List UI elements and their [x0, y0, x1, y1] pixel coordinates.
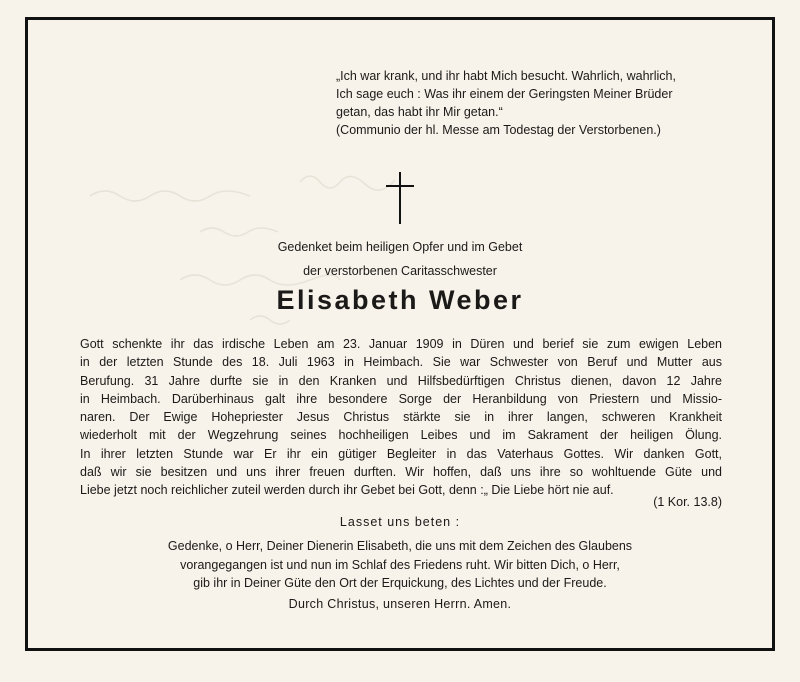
prayer-text: [25, 537, 775, 593]
bible-quote-motto: [336, 67, 756, 139]
biography-line: wiederholt mit der Wegzehrung seines hochheiligen Leibes und im Sakrament der heiligen Ölung.: [80, 428, 722, 443]
prayer-heading: Lasset uns beten :: [339, 515, 461, 529]
intro-line-2: der verstorbenen Caritasschwester: [303, 264, 497, 278]
motto-line: getan, das habt ihr Mir getan.“: [336, 105, 503, 119]
biography-line: Berufung. 31 Jahre durfte sie in den Kranken und Hilfsbedürftigen Christus dienen, davon 12 Jahre: [80, 373, 722, 388]
latin-cross-icon: [386, 172, 414, 224]
biography-line: in Heimbach. Darüberhinaus galt ihre besondere Sorge der Heranbildung von Priestern und Missio-: [80, 391, 722, 406]
deceased-name: Elisabeth Weber: [276, 285, 524, 315]
prayer-line: gib ihr in Deiner Güte den Ort der Erquickung, des Lichtes und der Freude.: [193, 576, 607, 590]
motto-line: Ich sage euch : Was ihr einem der Geringsten Meiner Brüder: [336, 87, 673, 101]
intro-line-1: Gedenket beim heiligen Opfer und im Gebet: [277, 240, 523, 254]
prayer-line: Gedenke, o Herr, Deiner Dienerin Elisabeth, die uns mit dem Zeichen des Glaubens: [167, 539, 633, 553]
biography-line: in der letzten Stunde des 18. Juli 1963 in Heimbach. Sie war Schwester von Beruf und Mutter aus: [80, 355, 722, 370]
biography-line: Gott schenkte ihr das irdische Leben am 23. Januar 1909 in Düren und berief sie zum ewigen Leben: [80, 337, 722, 351]
biography-line: Liebe jetzt noch reichlicher zuteil werden durch ihr Gebet bei Gott, denn :„ Die Liebe hört nie auf.: [80, 483, 614, 498]
closing-line: Durch Christus, unseren Herrn. Amen.: [288, 597, 512, 611]
prayer-line: vorangegangen ist und nun im Schlaf des Friedens ruht. Wir bitten Dich, o Herr,: [180, 557, 620, 572]
biography-line: daß wir sie besitzen und uns ihrer freuen durften. Wir hoffen, daß uns ihre so wohltuende Güte und: [80, 465, 722, 480]
scripture-reference: (1 Kor. 13.8): [653, 495, 722, 509]
biography-line: In ihrer letzten Stunde war Er ihr ein gütiger Begleiter in das Vaterhaus Gottes. Wir danken Gott,: [80, 446, 722, 461]
motto-line: „Ich war krank, und ihr habt Mich besucht. Wahrlich, wahrlich,: [336, 69, 676, 83]
biography-text: [80, 335, 722, 500]
motto-source-line: (Communio der hl. Messe am Todestag der Verstorbenen.): [336, 123, 661, 137]
biography-line: naren. Der Ewige Hohepriester Jesus Christus stärkte sie in ihrer langen, schweren Krankheit: [80, 410, 722, 425]
